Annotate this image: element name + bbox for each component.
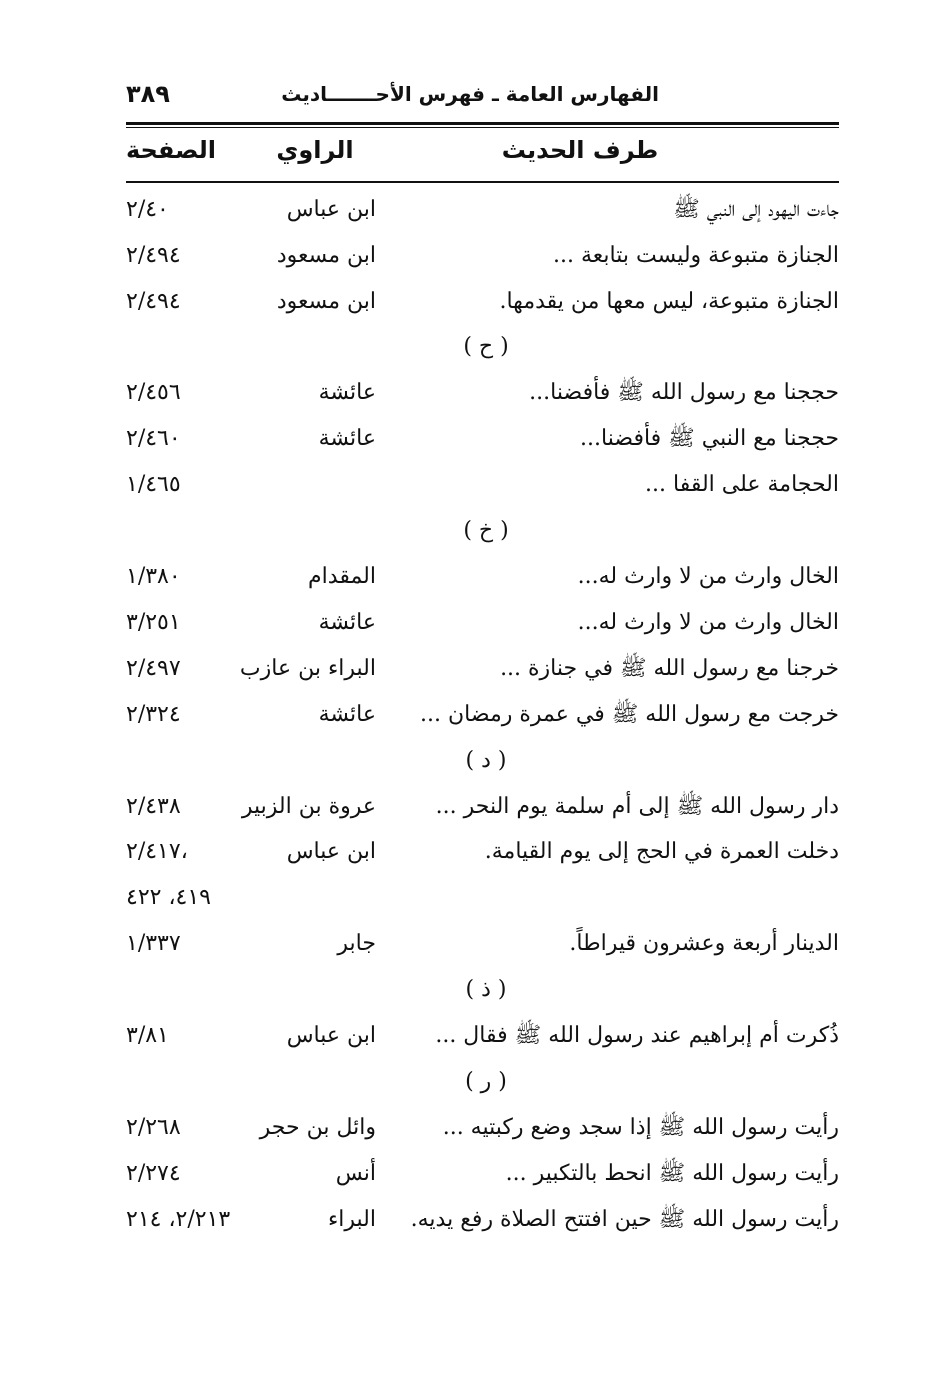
narrator: أنس [335,1161,376,1186]
table-row [126,1200,839,1240]
narrator: عروة بن الزبير [241,794,376,819]
table-row [126,419,839,459]
page-ref: ٢/٤٩٧ [126,656,181,681]
page-continuation-row [126,878,839,918]
table-row [126,557,839,597]
narrator: عائشة [318,426,376,451]
hadith-text: الجنازة متبوعة وليست بتابعة ... [553,243,839,268]
hadith-text: رأيت رسول الله ﷺ حين افتتح الصلاة رفع يديه. [410,1207,839,1232]
hadith-text: حججنا مع النبي ﷺ فأفضنا... [580,426,839,451]
page-ref: ٢/٤٣٨ [126,794,181,819]
page-ref: ٢/٤٥٦ [126,380,181,405]
narrator: البراء بن عازب [239,656,376,681]
hadith-text: الدينار أربعة وعشرون قيراطاً. [569,931,839,956]
page-ref: ١/٣٨٠ [126,564,181,589]
page-number: ٣٨٩ [126,80,170,108]
table-row [126,695,839,735]
page-ref: ٢/٢١٣، ٢١٤ [126,1207,231,1232]
table-row [126,465,839,505]
table-row [126,236,839,276]
hadith-text: رأيت رسول الله ﷺ إذا سجد وضع ركبتيه ... [442,1115,839,1140]
narrator: البراء [327,1207,376,1232]
narrator: ابن عباس [286,197,376,222]
narrator: وائل بن حجر [259,1115,376,1140]
letter-heading-row [126,1062,839,1102]
page-ref: ٢/٣٢٤ [126,702,181,727]
column-header-page: الصفحة [125,136,216,164]
page-ref: ١/٤٦٥ [126,472,181,497]
narrator: ابن مسعود [276,289,376,314]
column-header-hadith: طرف الحديث [501,136,659,164]
page-ref: ٤١٩، ٤٢٢ [126,885,211,910]
page-ref: ٢/٤١٧، [126,839,188,864]
letter-heading-row [126,741,839,781]
table-row [126,787,839,827]
hadith-text: الخال وارث من لا وارث له... [577,564,839,589]
page-ref: ٢/٢٦٨ [126,1115,181,1140]
table-row [126,1154,839,1194]
page-ref: ٢/٤٠ [126,197,169,222]
table-row [126,1016,839,1056]
table-row [126,282,839,322]
narrator: عائشة [318,610,376,635]
page-ref: ٢/٤٩٤ [126,289,181,314]
page-ref: ٢/٤٦٠ [126,426,181,451]
narrator: جابر [337,931,376,956]
page-ref: ٢/٢٧٤ [126,1161,181,1186]
hadith-text: الحجامة على القفا ... [645,472,839,497]
letter-heading: ( ح ) [463,334,509,359]
hadith-text: رأيت رسول الله ﷺ انحط بالتكبير ... [505,1161,839,1186]
page-ref: ٢/٤٩٤ [126,243,181,268]
page-ref: ٣/٢٥١ [126,610,181,635]
hadith-text: الخال وارث من لا وارث له... [577,610,839,635]
table-row [126,924,839,964]
letter-heading: ( ر ) [465,1069,507,1094]
page-ref: ٣/٨١ [126,1023,169,1048]
narrator: ابن عباس [286,839,376,864]
hadith-text: دار رسول الله ﷺ إلى أم سلمة يوم النحر ... [435,794,839,819]
table-row [126,832,839,872]
table-row [126,649,839,689]
letter-heading: ( ذ ) [465,977,507,1002]
hadith-text: خرجت مع رسول الله ﷺ في عمرة رمضان ... [420,702,839,727]
narrator: عائشة [318,702,376,727]
narrator: المقدام [308,564,376,589]
running-title: الفهارس العامة ـ فهرس الأحـــــــاديث [281,82,659,106]
hadith-text: دخلت العمرة في الحج إلى يوم القيامة. [484,839,839,864]
table-row [126,1108,839,1148]
narrator: ابن مسعود [276,243,376,268]
hadith-text: ذُكرت أم إبراهيم عند رسول الله ﷺ فقال ... [435,1023,839,1048]
letter-heading-row [126,327,839,367]
column-header-narrator: الراوي [276,136,354,164]
hadith-text: جاءت اليهود إلى النبي ﷺ [673,197,839,222]
letter-heading-row [126,511,839,551]
letter-heading: ( د ) [465,748,507,773]
page-ref: ١/٣٣٧ [126,931,181,956]
letter-heading-row [126,970,839,1010]
hadith-text: حججنا مع رسول الله ﷺ فأفضنا... [529,380,839,405]
table-row [126,190,839,230]
hadith-text: الجنازة متبوعة، ليس معها من يقدمها. [499,289,839,314]
narrator: عائشة [318,380,376,405]
letter-heading: ( خ ) [463,518,509,543]
table-row [126,373,839,413]
narrator: ابن عباس [286,1023,376,1048]
table-row [126,603,839,643]
hadith-text: خرجنا مع رسول الله ﷺ في جنازة ... [500,656,839,681]
